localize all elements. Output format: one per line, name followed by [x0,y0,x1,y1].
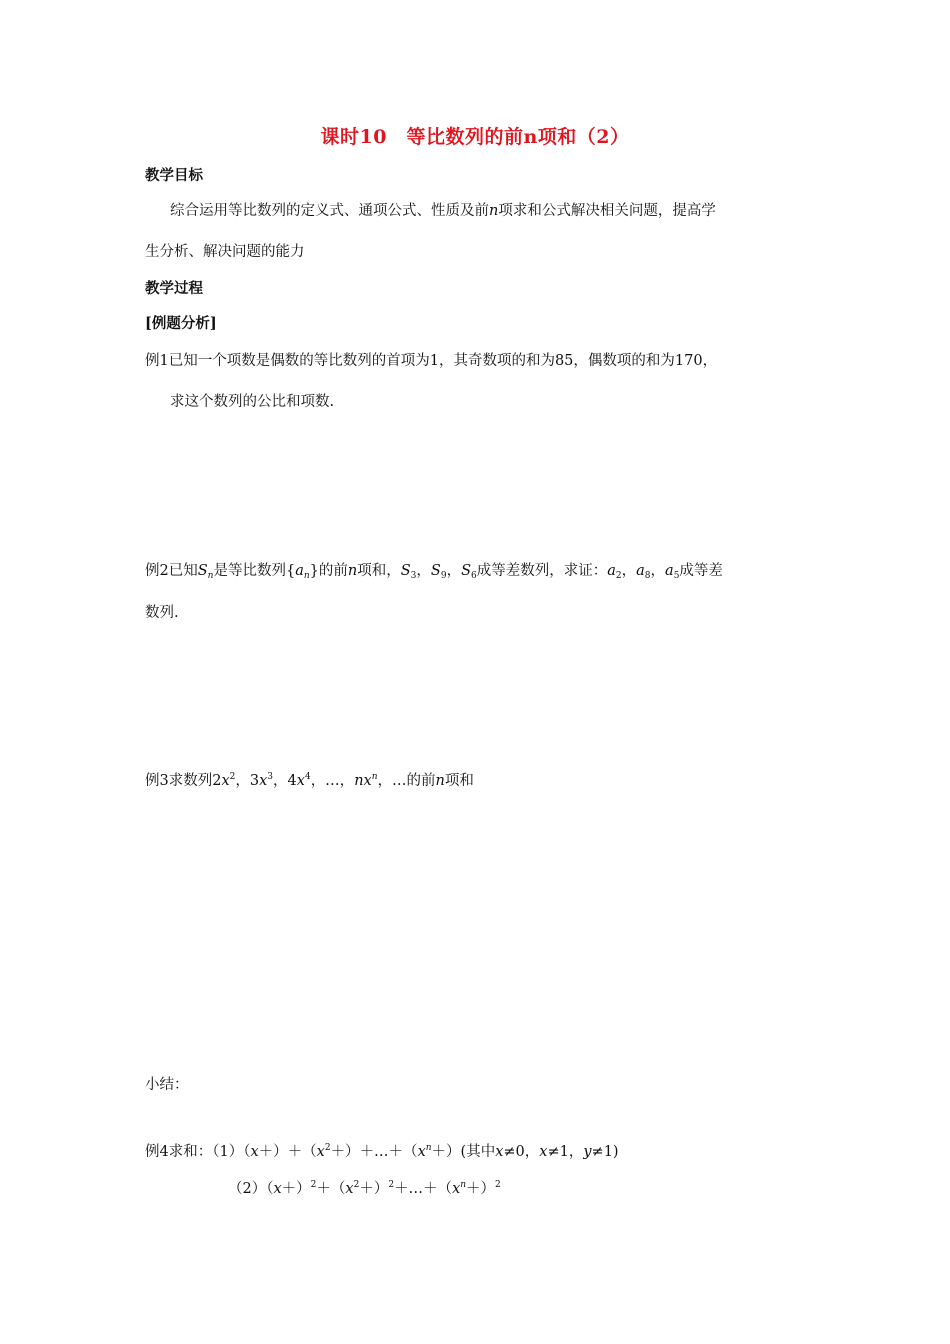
example-2-line-1: 例2已知$S_n$是等比数列$\{a_n\}$的前n项和，$S_3$，$S_9$，$S_6$成等差数列，求证：$a_2$，$a_8$，$a_5$成等差 [145,563,723,581]
objectives-line-1: 综合运用等比数列的定义式、通项公式、性质及前n项求和公式解决相关问题，提高学 [170,203,716,219]
document-title: 课时10 等比数列的前n项和（2） [320,126,630,148]
example-4-line-1: 例4求和：$(1)(x+)+(x^2+)+\dots+(x^n+)$(其中x≠0，x≠1，y≠1) [145,1143,619,1160]
example-1-line-2: 求这个数列的公比和项数. [170,394,335,410]
example-4-line-2: $(2)(x+)^2+(x^2+)^2+\dots+(x^n+)^2$ [228,1180,501,1197]
example-2-line-2: 数列. [145,605,179,621]
example-1-line-1: 例1已知一个项数是偶数的等比数列的首项为1，其奇数项的和为85，偶数项的和为170， [145,353,718,369]
example-3-line: 例3求数列$2x^2$，$3x^3$，$4x^4$，…，$nx^n$，…的前n项和 [145,772,474,789]
process-heading: 教学过程 [145,280,203,297]
objectives-line-2: 生分析、解决问题的能力 [145,244,305,260]
examples-heading: [例题分析] [145,315,217,332]
objectives-heading: 教学目标 [145,167,203,184]
summary-label: 小结： [145,1077,189,1093]
